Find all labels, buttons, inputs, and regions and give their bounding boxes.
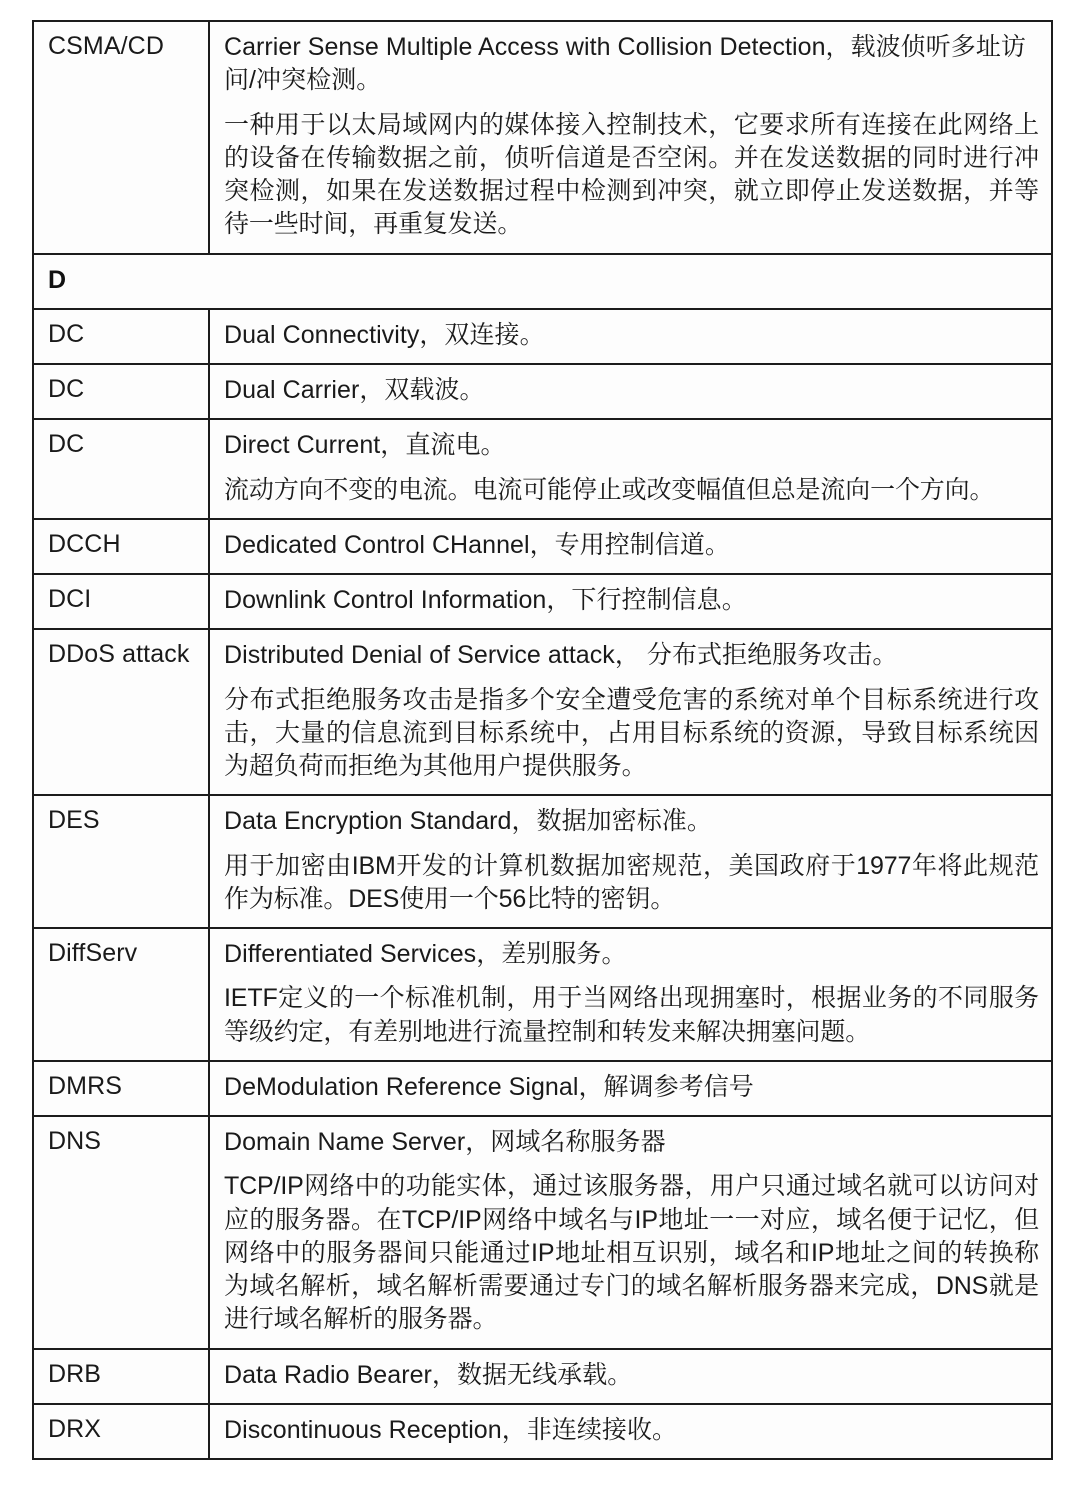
definition-headline: Distributed Denial of Service attack， 分布式拒绝服务攻击。	[224, 641, 898, 670]
term-text: DRB	[48, 1359, 102, 1388]
section-header-cell	[33, 254, 1052, 309]
definition-text	[224, 639, 1039, 783]
definition-text	[224, 1071, 1039, 1104]
definition-text	[224, 429, 1039, 507]
glossary-row	[33, 364, 1052, 419]
term-text: DES	[48, 806, 100, 835]
glossary-row	[33, 1349, 1052, 1404]
term-text: DC	[48, 319, 85, 348]
term-text: DiffServ	[48, 939, 138, 967]
definition-cell	[209, 928, 1052, 1061]
term-text: CSMA/CD	[48, 32, 164, 60]
term-text: DMRS	[48, 1071, 123, 1100]
definition-body: TCP/IP网络中的功能实体，通过该服务器，用户只通过域名就可以访问对应的服务器。在TCP/IP网络中域名与IP地址一一对应，域名便于记忆，但网络中的服务器间只能通过IP地址相互识别，域名和IP地址之间的转换称为域名解析，域名解析需要通过专门的域名解析服务器来完成，DNS就是进行域名解析的服务器。	[224, 1172, 1039, 1334]
term-cell	[33, 364, 209, 419]
section-letter: D	[48, 265, 67, 294]
definition-headline: Carrier Sense Multiple Access with Collision Detection，载波侦听多址访问/冲突检测。	[224, 33, 1026, 95]
definition-body: 流动方向不变的电流。电流可能停止或改变幅值但总是流向一个方向。	[224, 475, 995, 504]
definition-text	[224, 529, 1039, 562]
definition-cell	[209, 419, 1052, 519]
definition-cell	[209, 1061, 1052, 1116]
definition-cell	[209, 574, 1052, 629]
term-cell	[33, 21, 209, 254]
term-text: DCI	[48, 585, 92, 613]
term-text: DNS	[48, 1127, 102, 1155]
term-cell	[33, 1061, 209, 1116]
glossary-row	[33, 795, 1052, 928]
term-cell	[33, 795, 209, 928]
definition-cell	[209, 309, 1052, 364]
definition-cell	[209, 364, 1052, 419]
term-cell	[33, 1116, 209, 1349]
glossary-row	[33, 21, 1052, 254]
definition-cell	[209, 1404, 1052, 1459]
term-cell	[33, 574, 209, 629]
definition-headline: DeModulation Reference Signal，解调参考信号	[224, 1072, 754, 1101]
glossary-row	[33, 1061, 1052, 1116]
glossary-table	[32, 20, 1053, 1460]
definition-text	[224, 319, 1039, 352]
definition-text	[224, 1126, 1039, 1337]
definition-cell	[209, 1349, 1052, 1404]
definition-headline: Downlink Control Information，下行控制信息。	[224, 586, 747, 614]
definition-headline: Differentiated Services，差别服务。	[224, 940, 627, 968]
definition-text	[224, 938, 1039, 1049]
glossary-row	[33, 574, 1052, 629]
definition-body: 一种用于以太局域网内的媒体接入控制技术，它要求所有连接在此网络上的设备在传输数据之前，侦听信道是否空闲。并在发送数据的同时进行冲突检测，如果在发送数据过程中检测到冲突，就立即停止发送数据，并等待一些时间，再重复发送。	[224, 110, 1039, 239]
definition-body: 用于加密由IBM开发的计算机数据加密规范，美国政府于1977年将此规范作为标准。DES使用一个56比特的密钥。	[224, 851, 1039, 913]
term-text: DRX	[48, 1414, 102, 1443]
definition-body: 分布式拒绝服务攻击是指多个安全遭受危害的系统对单个目标系统进行攻击，大量的信息流到目标系统中，占用目标系统的资源，导致目标系统因为超负荷而拒绝为其他用户提供服务。	[224, 685, 1039, 780]
definition-headline: Dedicated Control CHannel，专用控制信道。	[224, 530, 730, 559]
definition-headline: Data Encryption Standard，数据加密标准。	[224, 807, 712, 836]
definition-text	[224, 1359, 1039, 1392]
definition-text	[224, 31, 1039, 242]
definition-headline: Data Radio Bearer，数据无线承载。	[224, 1360, 633, 1389]
definition-cell	[209, 519, 1052, 574]
glossary-row	[33, 309, 1052, 364]
definition-text	[224, 374, 1039, 407]
definition-headline: Domain Name Server，网域名称服务器	[224, 1128, 666, 1156]
definition-text	[224, 584, 1039, 617]
glossary-table-body	[33, 21, 1052, 1459]
definition-cell	[209, 795, 1052, 928]
section-header-row	[33, 254, 1052, 309]
definition-headline: Direct Current，直流电。	[224, 431, 506, 460]
definition-headline: Discontinuous Reception，非连续接收。	[224, 1415, 678, 1444]
definition-headline: Dual Carrier，双载波。	[224, 376, 485, 404]
definition-headline: Dual Connectivity，双连接。	[224, 320, 545, 349]
term-cell	[33, 629, 209, 795]
definition-cell	[209, 1116, 1052, 1349]
term-text: DC	[48, 375, 85, 403]
term-cell	[33, 309, 209, 364]
definition-text	[224, 1414, 1039, 1447]
glossary-row	[33, 928, 1052, 1061]
term-cell	[33, 1404, 209, 1459]
definition-text	[224, 805, 1039, 916]
glossary-row	[33, 1404, 1052, 1459]
term-cell	[33, 519, 209, 574]
term-text: DC	[48, 430, 85, 459]
glossary-row	[33, 1116, 1052, 1349]
term-text: DDoS attack	[48, 640, 190, 669]
term-cell	[33, 928, 209, 1061]
definition-cell	[209, 629, 1052, 795]
glossary-row	[33, 419, 1052, 519]
glossary-row	[33, 519, 1052, 574]
term-cell	[33, 419, 209, 519]
glossary-row	[33, 629, 1052, 795]
term-cell	[33, 1349, 209, 1404]
definition-cell	[209, 21, 1052, 254]
term-text: DCCH	[48, 529, 121, 558]
definition-body: IETF定义的一个标准机制，用于当网络出现拥塞时，根据业务的不同服务等级约定，有差别地进行流量控制和转发来解决拥塞问题。	[224, 984, 1039, 1046]
